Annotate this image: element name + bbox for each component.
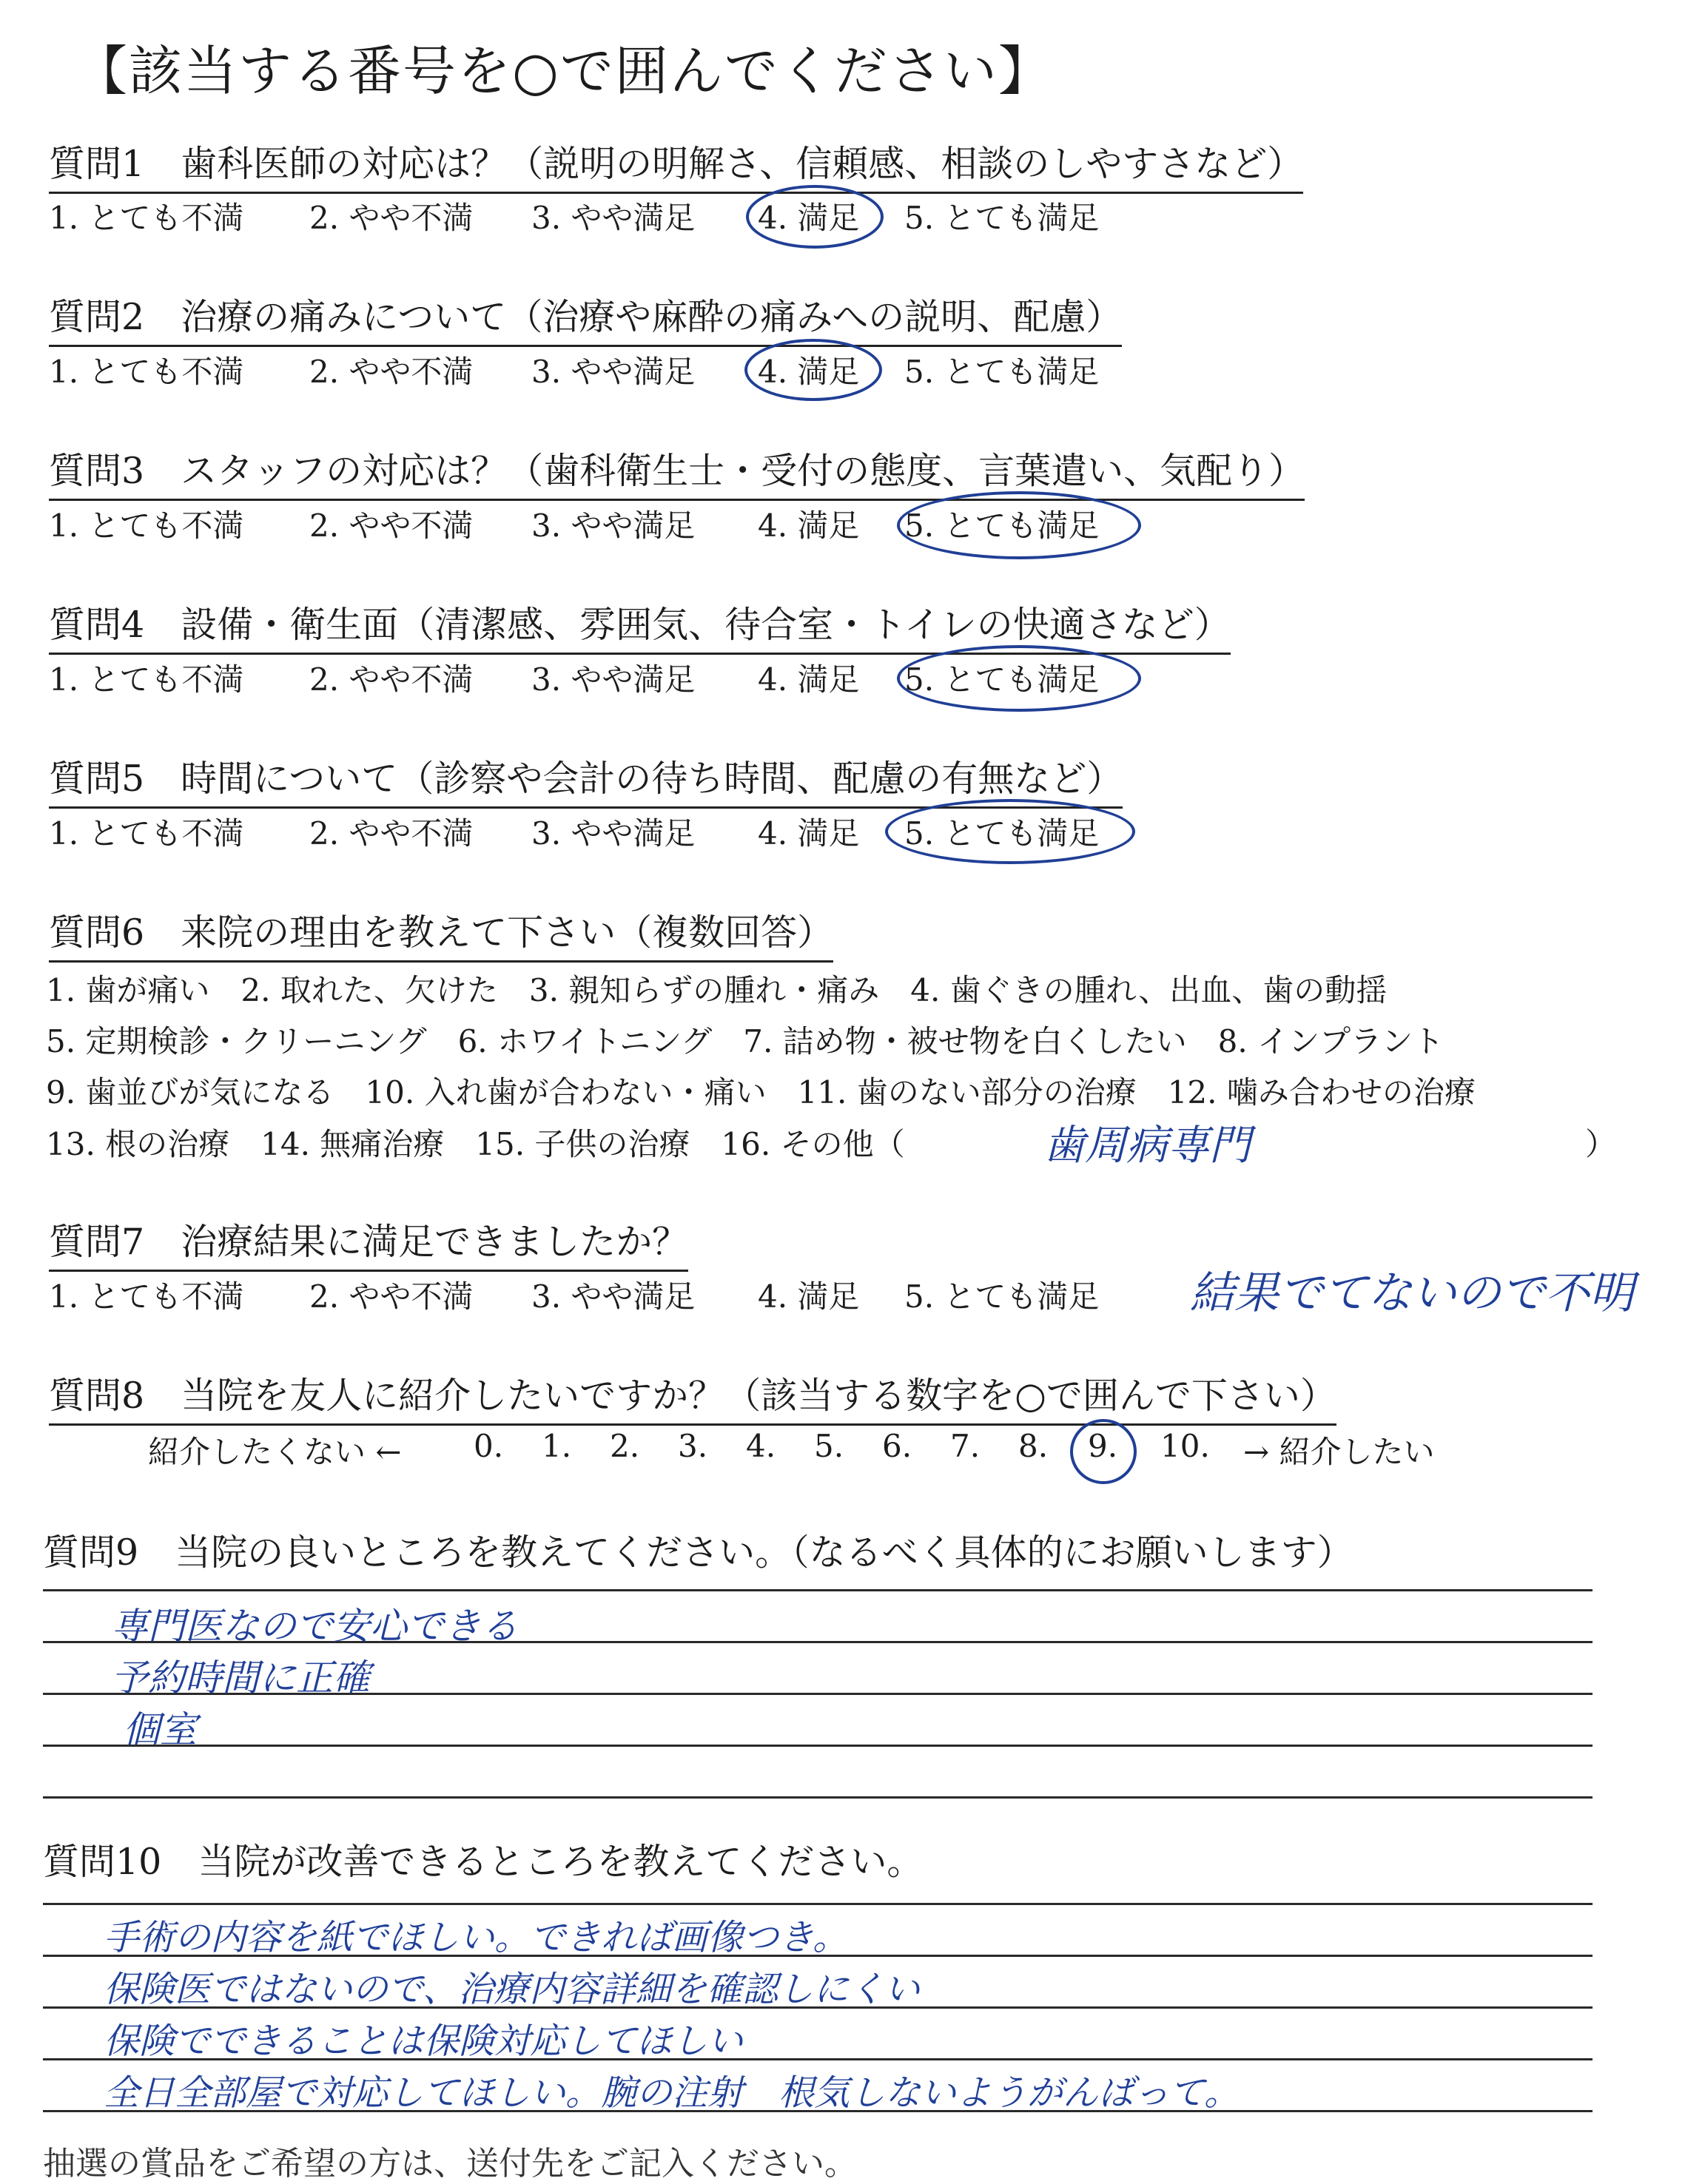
q8-scale-7[interactable]: 7. [950,1428,981,1464]
question-9-title: 質問9 当院の良いところを教えてください。（なるべく具体的にお願いします） [43,1531,1353,1574]
q8-scale-2[interactable]: 2. [610,1428,640,1464]
q8-left-label: 紹介したくない ← [148,1434,402,1470]
q3-option-5[interactable]: 5. とても満足 [904,508,1100,544]
q5-option-5[interactable]: 5. とても満足 [904,815,1100,852]
q8-scale-3[interactable]: 3. [678,1428,708,1464]
q2-option-3[interactable]: 3. やや満足 [531,354,696,390]
q6-options-line-2: 5. 定期検診・クリーニング 6. ホワイトニング 7. 詰め物・被せ物を白くしたい 8. インプラント [46,1023,1445,1059]
page-title: 【該当する番号を○で囲んでください】 [74,40,1053,102]
question-10-title: 質問10 当院が改善できるところを教えてください。 [43,1841,924,1883]
question-4-title: 質問4 設備・衛生面（清潔感、雰囲気、待合室・トイレの快適さなど） [49,596,1231,655]
q2-selection-circle [744,339,882,401]
q1-selection-circle [746,185,884,249]
q10-answer-3[interactable]: 保険でできることは保険対応してほしい [104,2020,744,2062]
q10-answer-1[interactable]: 手術の内容を紙でほしい。できれば画像つき。 [104,1917,849,1958]
q9-answer-2[interactable]: 予約時間に正確 [111,1656,370,1699]
q8-right-label: → 紹介したい [1243,1434,1435,1470]
q5-option-3[interactable]: 3. やや満足 [531,815,696,852]
question-5-title: 質問5 時間について（診察や会計の待ち時間、配慮の有無など） [49,750,1123,809]
q6-options-line-1: 1. 歯が痛い 2. 取れた、欠けた 3. 親知らずの腫れ・痛み 4. 歯ぐきの腫れ、出血、歯の動揺 [46,972,1388,1008]
q2-option-2[interactable]: 2. やや不満 [309,354,474,390]
q8-scale-9[interactable]: 9. [1088,1428,1118,1464]
q3-option-2[interactable]: 2. やや不満 [309,508,474,544]
q4-selection-circle [897,645,1141,712]
q9-answer-1[interactable]: 専門医なので安心できる [111,1605,518,1648]
q6-options-line-3: 9. 歯並びが気になる 10. 入れ歯が合わない・痛い 11. 歯のない部分の治療 12. 噛み合わせの治療 [46,1074,1476,1110]
q6-close-paren: ） [1585,1126,1617,1162]
question-6-title: 質問6 来院の理由を教えて下さい（複数回答） [49,904,833,963]
question-1-title: 質問1 歯科医師の対応は？（説明の明解さ、信頼感、相談のしやすさなど） [49,135,1303,194]
q7-option-1[interactable]: 1. とても不満 [49,1278,244,1315]
q4-option-5[interactable]: 5. とても満足 [904,661,1100,698]
q8-scale-6[interactable]: 6. [882,1428,912,1464]
q7-option-5[interactable]: 5. とても満足 [904,1278,1100,1315]
q5-option-2[interactable]: 2. やや不満 [309,815,474,852]
question-3-title: 質問3 スタッフの対応は？（歯科衛生士・受付の態度、言葉遣い、気配り） [49,442,1305,501]
q9-rule-4 [43,1745,1593,1747]
q1-option-1[interactable]: 1. とても不満 [49,200,244,236]
question-7-title: 質問7 治療結果に満足できましたか？ [49,1213,688,1272]
q7-option-2[interactable]: 2. やや不満 [309,1278,474,1315]
q5-option-4[interactable]: 4. 満足 [758,815,860,852]
q8-scale-5[interactable]: 5. [814,1428,844,1464]
q10-answer-4[interactable]: 全日全部屋で対応してほしい。腕の注射 根気しないようがんばって。 [104,2072,1240,2114]
q1-option-2[interactable]: 2. やや不満 [309,200,474,236]
q1-option-3[interactable]: 3. やや満足 [531,200,696,236]
q4-option-2[interactable]: 2. やや不満 [309,661,474,698]
q1-option-4[interactable]: 4. 満足 [758,200,860,236]
q10-answer-2[interactable]: 保険医ではないので、治療内容詳細を確認しにくい [104,1969,921,2010]
q8-scale-10[interactable]: 10. [1160,1428,1210,1464]
q1-option-5[interactable]: 5. とても満足 [904,200,1100,236]
q3-option-4[interactable]: 4. 満足 [758,508,860,544]
q3-option-1[interactable]: 1. とても不満 [49,508,244,544]
q8-scale-8[interactable]: 8. [1018,1428,1049,1464]
q4-option-1[interactable]: 1. とても不満 [49,661,244,698]
q10-rule-1 [43,1903,1593,1905]
q5-selection-circle [885,799,1135,864]
q4-option-4[interactable]: 4. 満足 [758,661,860,698]
q8-selection-circle [1070,1419,1137,1484]
q8-scale-0[interactable]: 0. [474,1428,504,1464]
q4-option-3[interactable]: 3. やや満足 [531,661,696,698]
q5-option-1[interactable]: 1. とても不満 [49,815,244,852]
q3-selection-circle [897,491,1141,559]
q7-option-3[interactable]: 3. やや満足 [531,1278,696,1315]
q6-options-line-4: 13. 根の治療 14. 無痛治療 15. 子供の治療 16. その他（ [46,1126,905,1162]
q7-handwritten-note[interactable]: 結果でてないので不明 [1190,1267,1634,1319]
q9-rule-5 [43,1796,1593,1799]
question-2-title: 質問2 治療の痛みについて（治療や麻酔の痛みへの説明、配慮） [49,289,1122,347]
q7-option-4[interactable]: 4. 満足 [758,1278,860,1315]
q9-answer-3[interactable]: 個室 [123,1708,197,1751]
footer-note: 抽選の賞品をご希望の方は、送付先をご記入ください。 [43,2145,857,2183]
q8-scale-4[interactable]: 4. [746,1428,776,1464]
q6-other-answer[interactable]: 歯周病専門 [1043,1122,1251,1170]
question-8-title: 質問8 当院を友人に紹介したいですか？（該当する数字を○で囲んで下さい） [49,1367,1336,1426]
q2-option-1[interactable]: 1. とても不満 [49,354,244,390]
q9-rule-1 [43,1589,1593,1591]
q3-option-3[interactable]: 3. やや満足 [531,508,696,544]
q2-option-5[interactable]: 5. とても満足 [904,354,1100,390]
q8-scale-1[interactable]: 1. [542,1428,572,1464]
q2-option-4[interactable]: 4. 満足 [758,354,860,390]
